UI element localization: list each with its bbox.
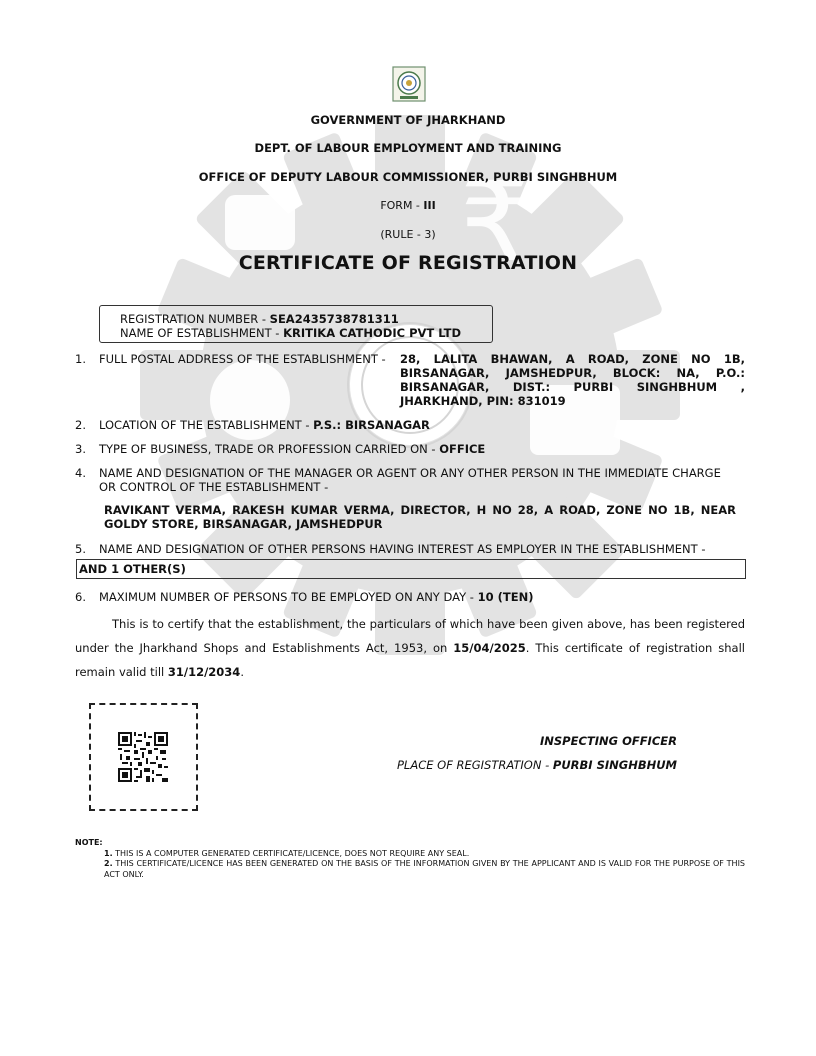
max-persons-label: MAXIMUM NUMBER OF PERSONS TO BE EMPLOYED ON ANY DAY - bbox=[99, 590, 478, 604]
valid-till-date: 31/12/2034 bbox=[167, 665, 241, 679]
registration-date: 15/04/2025 bbox=[453, 641, 526, 655]
note-label: NOTE: bbox=[75, 838, 103, 847]
location-label: LOCATION OF THE ESTABLISHMENT - bbox=[99, 418, 314, 432]
address-line: JHARKHAND, PIN: 831019 bbox=[400, 394, 566, 408]
location-text bbox=[99, 418, 430, 432]
business-type-label: TYPE OF BUSINESS, TRADE OR PROFESSION CARRIED ON - bbox=[99, 442, 440, 456]
svg-text:₹: ₹ bbox=[460, 158, 530, 286]
department-name: DEPT. OF LABOUR EMPLOYMENT AND TRAINING bbox=[254, 141, 562, 155]
item-number: 4. bbox=[75, 466, 86, 480]
business-type-value: OFFICE bbox=[439, 442, 486, 456]
note-text: THIS CERTIFICATE/LICENCE HAS BEEN GENERATED ON THE BASIS OF THE INFORMATION GIVEN BY THE APPLICANT AND IS VALID FOR THE PURPOSE OF THIS ACT ONLY. bbox=[104, 859, 745, 879]
establishment-name bbox=[120, 326, 461, 340]
address-line: BIRSANAGAR, JAMSHEDPUR, BLOCK: NA, P.O.: bbox=[400, 366, 745, 380]
qr-code-icon bbox=[118, 732, 168, 782]
address-line: 28, LALITA BHAWAN, A ROAD, ZONE NO 1B, bbox=[400, 352, 745, 366]
other-persons-value: AND 1 OTHER(S) bbox=[79, 562, 186, 576]
manager-value: RAVIKANT VERMA, RAKESH KUMAR VERMA, DIRECTOR, H NO 28, A ROAD, ZONE NO 1B, NEAR GOLDY STORE, BIRSANAGAR, JAMSHEDPUR bbox=[104, 503, 736, 531]
place-of-registration bbox=[300, 758, 677, 772]
form-value: III bbox=[423, 199, 436, 212]
form-label: FORM - bbox=[380, 199, 424, 212]
registration-number bbox=[120, 312, 399, 326]
manager-label bbox=[99, 466, 721, 494]
postal-address-value bbox=[400, 352, 745, 408]
max-persons-text bbox=[99, 590, 533, 604]
jharkhand-emblem-icon bbox=[392, 66, 426, 102]
office-name: OFFICE OF DEPUTY LABOUR COMMISSIONER, PURBI SINGHBHUM bbox=[198, 170, 618, 184]
note-item bbox=[104, 849, 745, 860]
registration-number-label: REGISTRATION NUMBER - bbox=[120, 312, 270, 326]
registration-number-value: SEA2435738781311 bbox=[269, 312, 399, 326]
item-postal-address bbox=[75, 352, 745, 412]
business-type-text bbox=[99, 442, 485, 456]
location-value: P.S.: BIRSANAGAR bbox=[313, 418, 430, 432]
certification-text: . This certificate of registration shall remain valid till bbox=[75, 641, 745, 679]
manager-label-line: OR CONTROL OF THE ESTABLISHMENT - bbox=[99, 480, 329, 494]
max-persons-value: 10 (TEN) bbox=[477, 590, 534, 604]
postal-address-label: FULL POSTAL ADDRESS OF THE ESTABLISHMENT - bbox=[99, 352, 386, 366]
note-item bbox=[104, 859, 745, 880]
inspecting-officer: INSPECTING OFFICER bbox=[539, 734, 677, 748]
form-number bbox=[0, 199, 816, 212]
item-number: 6. bbox=[75, 590, 86, 604]
certification-paragraph bbox=[75, 612, 745, 684]
place-value: PURBI SINGHBHUM bbox=[552, 758, 677, 772]
note-number: 1. bbox=[104, 849, 113, 858]
manager-label-line: NAME AND DESIGNATION OF THE MANAGER OR AGENT OR ANY OTHER PERSON IN THE IMMEDIATE CHARGE bbox=[99, 466, 721, 480]
rule-number: (RULE - 3) bbox=[380, 228, 436, 241]
other-persons-label: NAME AND DESIGNATION OF OTHER PERSONS HAVING INTEREST AS EMPLOYER IN THE ESTABLISHMENT - bbox=[99, 542, 706, 556]
certificate-title: CERTIFICATE OF REGISTRATION bbox=[238, 252, 578, 274]
item-number: 2. bbox=[75, 418, 86, 432]
certification-text: . bbox=[240, 665, 244, 679]
establishment-name-value: KRITIKA CATHODIC PVT LTD bbox=[283, 326, 462, 340]
government-name: GOVERNMENT OF JHARKHAND bbox=[310, 113, 506, 127]
item-number: 5. bbox=[75, 542, 86, 556]
certification-text: This is to certify that the establishment, the particulars of which have been given above, has been registered under the Jharkhand Shops and Establishments Act, 1953, on bbox=[75, 617, 745, 655]
note-number: 2. bbox=[104, 859, 113, 868]
place-label: PLACE OF REGISTRATION - bbox=[396, 758, 553, 772]
item-number: 1. bbox=[75, 352, 86, 366]
note-text: THIS IS A COMPUTER GENERATED CERTIFICATE/LICENCE, DOES NOT REQUIRE ANY SEAL. bbox=[112, 849, 470, 858]
address-line: BIRSANAGAR, DIST.: PURBI SINGHBHUM , bbox=[400, 380, 745, 394]
item-number: 3. bbox=[75, 442, 86, 456]
establishment-name-label: NAME OF ESTABLISHMENT - bbox=[120, 326, 284, 340]
